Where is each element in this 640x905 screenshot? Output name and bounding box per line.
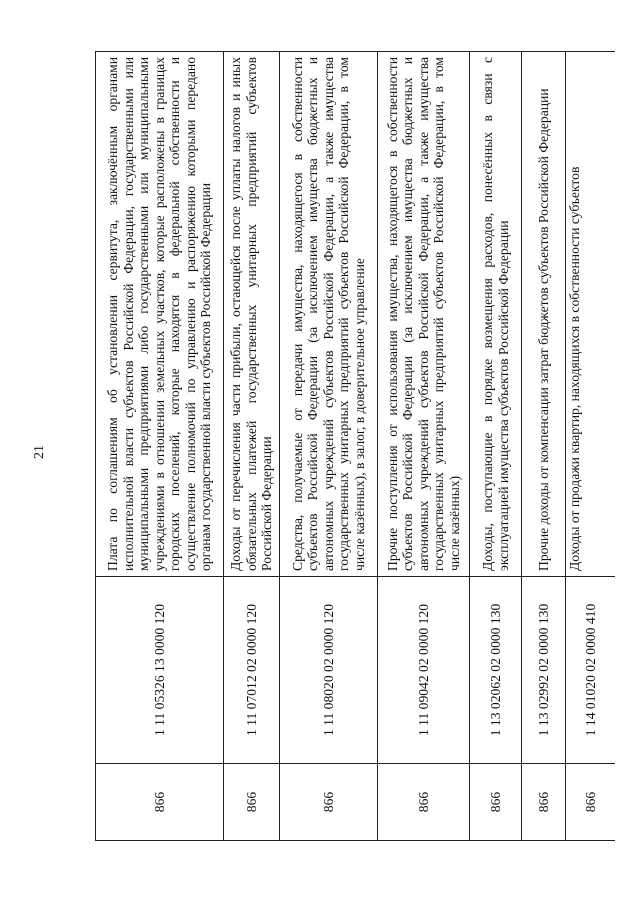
table-row	[96, 52, 224, 841]
budget-code-cell: 1 11 08020 02 0000 120	[280, 577, 378, 764]
table-row	[470, 52, 522, 841]
budget-code-cell: 1 13 02992 02 0000 130	[522, 577, 566, 764]
admin-code-cell: 866	[470, 764, 522, 841]
page-number: 21	[32, 445, 47, 459]
admin-code-cell: 866	[280, 764, 378, 841]
table-row	[566, 52, 616, 841]
admin-code-cell: 866	[224, 764, 280, 841]
revenue-codes-table	[95, 51, 615, 841]
admin-code-cell: 866	[522, 764, 566, 841]
admin-code-cell: 866	[96, 764, 224, 841]
budget-code-cell: 1 13 02062 02 0000 130	[470, 577, 522, 764]
rotated-table-frame	[95, 51, 615, 841]
table-container	[95, 51, 615, 841]
admin-code-cell: 866	[378, 764, 470, 841]
budget-code-cell: 1 11 07012 02 0000 120	[224, 577, 280, 764]
income-name-cell: Доходы, поступающие в порядке возмещения расходов, понесённых в связи с эксплуатацией имущества субъектов Российской Федерации	[470, 52, 522, 577]
admin-code-cell: 866	[566, 764, 616, 841]
income-name-cell: Прочие доходы от компенсации затрат бюджетов субъектов Российской Федерации	[522, 52, 566, 577]
budget-code-cell: 1 14 01020 02 0000 410	[566, 577, 616, 764]
income-name-cell: Прочие поступления от использования имущества, находящегося в собственности субъектов Российской Федерации (за исключением имущества бюджетных и автономных учреждений субъектов Российской Федерации, а также имущества государственных унитарных предприятий субъектов Российской Федерации, в том числе казённых)	[378, 52, 470, 577]
income-name-cell: Доходы от перечисления части прибыли, остающейся после уплаты налогов и иных обязательных платежей государственных унитарных предприятий субъектов Российской Федерации	[224, 52, 280, 577]
table-row	[280, 52, 378, 841]
budget-code-cell: 1 11 05326 13 0000 120	[96, 577, 224, 764]
income-name-cell: Плата по соглашениям об установлении сервитута, заключённым органами исполнительной власти субъектов Российской Федерации, государственными или муниципальными предприятиями либо государственными или муниципальными учреждениями в отношении земельных участков, которые расположены в границах городских поселений, которые находятся в федеральной собственности и осуществление полномочий по управлению и распоряжению которыми передано органам государственной власти субъектов Российской Федерации	[96, 52, 224, 577]
table-row	[224, 52, 280, 841]
table-row	[522, 52, 566, 841]
income-name-cell: Средства, получаемые от передачи имущества, находящегося в собственности субъектов Российской Федерации (за исключением имущества бюджетных и автономных учреждений субъектов Российской Федерации, а также имущества государственных унитарных предприятий субъектов Российской Федерации, в том числе казённых), в залог, в доверительное управление	[280, 52, 378, 577]
income-name-cell: Доходы от продажи квартир, находящихся в собственности субъектов	[566, 52, 616, 577]
table-row	[378, 52, 470, 841]
budget-code-cell: 1 11 09042 02 0000 120	[378, 577, 470, 764]
